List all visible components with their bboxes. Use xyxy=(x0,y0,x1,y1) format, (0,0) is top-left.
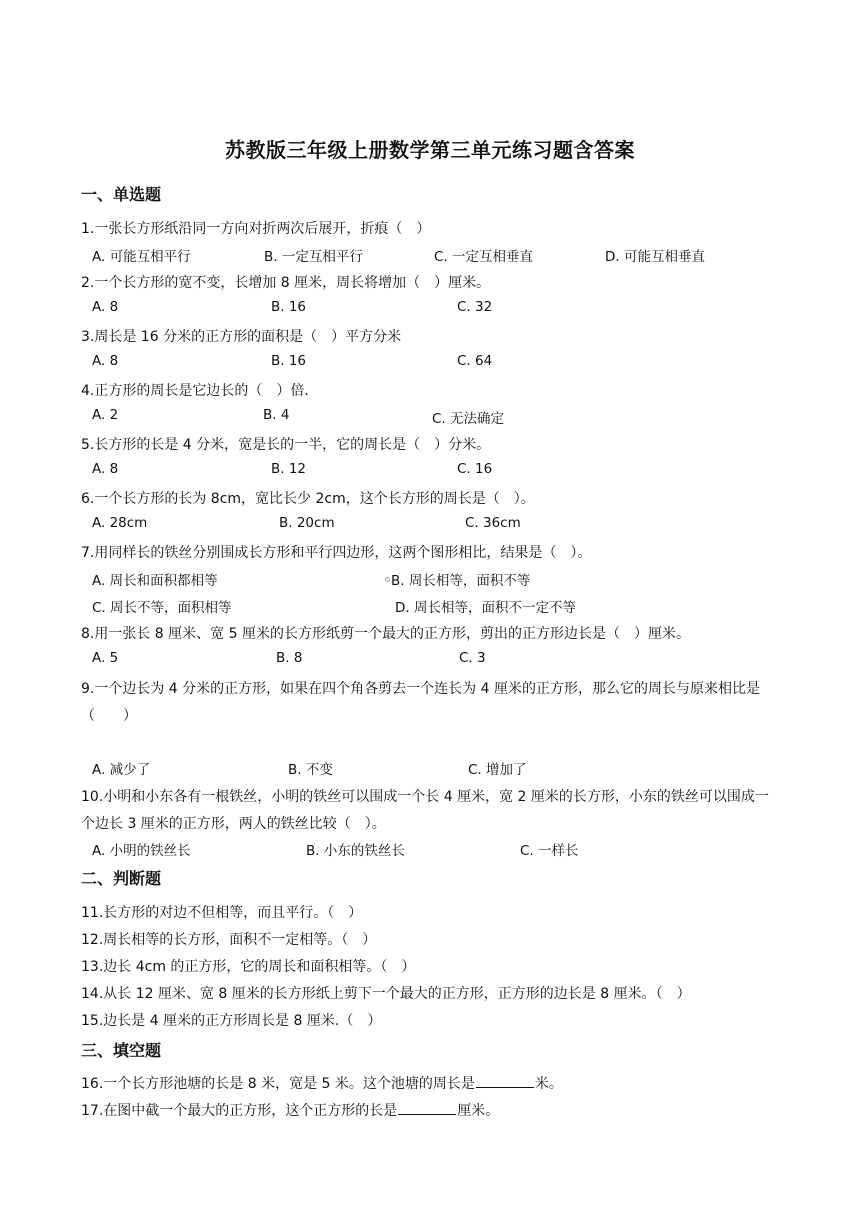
q8-option-c: C. 3 xyxy=(459,650,486,666)
q2-option-c: C. 32 xyxy=(457,299,493,315)
question-14: 14.从长 12 厘米、宽 8 厘米的长方形纸上剪下一个最大的正方形，正方形的边长是 8 厘米。（ ） xyxy=(81,986,691,1002)
question-2: 2.一个长方形的宽不变，长增加 8 厘米，周长将增加（ ）厘米。 xyxy=(81,275,491,291)
question-7: 7.用同样长的铁丝分别围成长方形和平行四边形，这两个图形相比，结果是（ ）。 xyxy=(81,545,592,561)
q7-option-c: C. 周长不等，面积相等 xyxy=(92,600,232,616)
section-heading-single-choice: 一、单选题 xyxy=(81,185,162,204)
q6-option-a: A. 28cm xyxy=(92,515,148,531)
question-13: 13.边长 4cm 的正方形，它的周长和面积相等。（ ） xyxy=(81,959,416,975)
q6-option-c: C. 36cm xyxy=(465,515,521,531)
question-17-unit: 厘米。 xyxy=(457,1103,500,1119)
section-heading-fill-blank: 三、填空题 xyxy=(81,1041,162,1060)
question-8: 8.用一张长 8 厘米、宽 5 厘米的长方形纸剪一个最大的正方形，剪出的正方形边长是（ ）厘米。 xyxy=(81,626,690,642)
question-1: 1.一张长方形纸沿同一方向对折两次后展开，折痕（ ） xyxy=(81,221,431,237)
q5-option-a: A. 8 xyxy=(92,461,119,477)
section-heading-true-false: 二、判断题 xyxy=(81,869,162,888)
question-3: 3.周长是 16 分米的正方形的面积是（ ）平方分米 xyxy=(81,329,402,345)
q3-option-c: C. 64 xyxy=(457,353,493,369)
q1-option-c: C. 一定互相垂直 xyxy=(434,249,534,265)
q8-option-a: A. 5 xyxy=(92,650,119,666)
q2-option-b: B. 16 xyxy=(271,299,307,315)
document-title: 苏教版三年级上册数学第三单元练习题含答案 xyxy=(225,138,635,162)
answer-blank[interactable] xyxy=(476,1073,534,1088)
q1-option-a: A. 可能互相平行 xyxy=(92,249,191,265)
q5-option-b: B. 12 xyxy=(271,461,307,477)
q10-option-b: B. 小东的铁丝长 xyxy=(306,843,405,859)
question-4: 4.正方形的周长是它边长的（ ）倍. xyxy=(81,383,309,399)
q5-option-c: C. 16 xyxy=(457,461,493,477)
q8-option-b: B. 8 xyxy=(276,650,303,666)
question-16 xyxy=(81,1073,563,1093)
q7-option-b: B. 周长相等，面积不等 xyxy=(391,573,531,589)
question-11: 11.长方形的对边不但相等，而且平行。（ ） xyxy=(81,905,363,921)
question-16-text: 16.一个长方形池塘的长是 8 米，宽是 5 米。这个池塘的周长是 xyxy=(81,1076,475,1092)
q10-option-c: C. 一样长 xyxy=(520,843,579,859)
question-16-unit: 米。 xyxy=(534,1076,563,1092)
q7-option-a: A. 周长和面积都相等 xyxy=(92,573,218,589)
question-15: 15.边长是 4 厘米的正方形周长是 8 厘米.（ ） xyxy=(81,1013,382,1029)
answer-blank[interactable] xyxy=(398,1100,456,1115)
question-17-text: 17.在图中截一个最大的正方形，这个正方形的长是 xyxy=(81,1103,398,1119)
question-5: 5.长方形的长是 4 分米，宽是长的一半，它的周长是（ ）分米。 xyxy=(81,437,491,453)
question-12: 12.周长相等的长方形，面积不一定相等。（ ） xyxy=(81,932,377,948)
stray-mark xyxy=(385,577,390,582)
question-10: 10.小明和小东各有一根铁丝，小明的铁丝可以围成一个长 4 厘米，宽 2 厘米的长方形，小东的铁丝可以围成一个边长 3 厘米的正方形，两人的铁丝比较（ ）。 xyxy=(81,789,769,832)
q9-option-b: B. 不变 xyxy=(288,762,333,778)
q9-option-a: A. 减少了 xyxy=(92,762,151,778)
q6-option-b: B. 20cm xyxy=(279,515,335,531)
q2-option-a: A. 8 xyxy=(92,299,119,315)
q10-option-a: A. 小明的铁丝长 xyxy=(92,843,191,859)
q4-option-c: C. 无法确定 xyxy=(432,411,505,427)
question-9: 9.一个边长为 4 分米的正方形，如果在四个角各剪去一个连长为 4 厘米的正方形，那么它的周长与原来相比是（ ） xyxy=(81,681,760,724)
question-17 xyxy=(81,1100,499,1120)
q7-option-d: D. 周长相等，面积不一定不等 xyxy=(395,600,576,616)
q4-option-a: A. 2 xyxy=(92,407,119,423)
q3-option-a: A. 8 xyxy=(92,353,119,369)
question-6: 6.一个长方形的长为 8cm，宽比长少 2cm，这个长方形的周长是（ ）。 xyxy=(81,491,535,507)
q3-option-b: B. 16 xyxy=(271,353,307,369)
q1-option-b: B. 一定互相平行 xyxy=(264,249,363,265)
q1-option-d: D. 可能互相垂直 xyxy=(605,249,705,265)
q9-option-c: C. 增加了 xyxy=(468,762,527,778)
q4-option-b: B. 4 xyxy=(263,407,290,423)
